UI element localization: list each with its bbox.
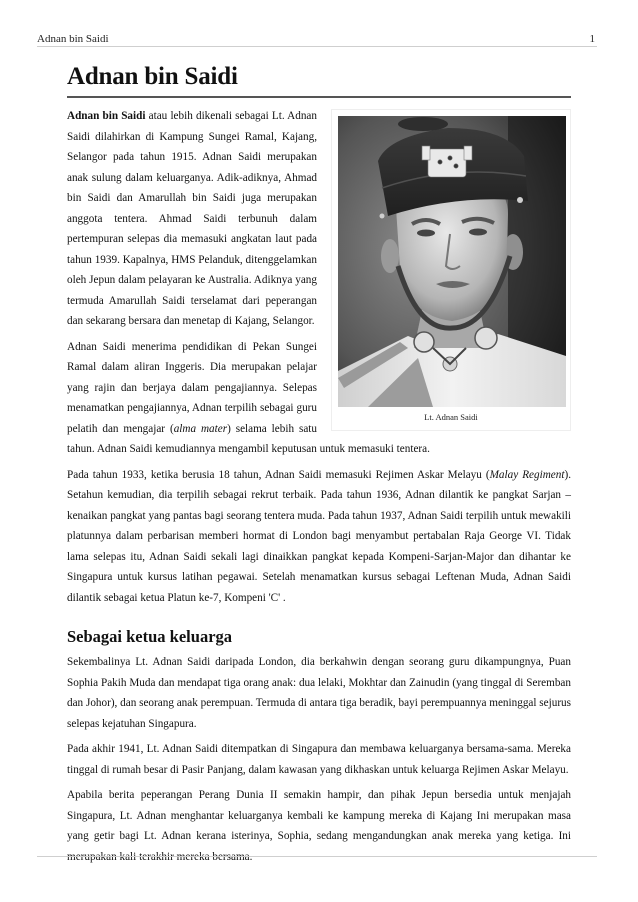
portrait-photo[interactable]	[338, 116, 566, 407]
italic-term: Malay Regiment	[489, 468, 565, 481]
footer-divider	[37, 856, 597, 857]
intro-paragraph-2: Adnan Saidi menerima pendidikan di Pekan Sungei Ramal dalam aliran Inggeris. Dia merupakan pelajar yang rajin dan berjaya dalam pengajiannya. Selepas menamatkan pengajiannya, Adnan terpilih sebagai guru pelatih dan mengajar (alma mater) selama lebih satu tahun. Adnan Saidi kemudiannya mengambil keputusan untuk memasuki tentera.	[67, 340, 430, 455]
intro-paragraph-3: Pada tahun 1933, ketika berusia 18 tahun, Adnan Saidi memasuki Rejimen Askar Melayu (Malay Regiment). Setahun kemudian, dia terpilih sebagai rekrut terbaik. Pada tahun 1936, Adnan dilantik ke pangkat Sarjan – kenaikan pangkat yang pantas bagi seorang tentera muda. Pada tahun 1937, Adnan Saidi terpilih untuk mewakili platunnya dalam perbarisan memberi hormat di London bagi menyambut pertabalan Raja George VI. Tidak lama selepas itu, Adnan Saidi sekali lagi dinaikkan pangkat kepada Kompeni-Sarjan-Major dan dihantar ke Singapura untuk kursus latihan pegawai. Setelah menamatkan kursus sebagai Leftenan Muda, Adnan Saidi dilantik sebagai ketua Platun ke-7, Kompeni 'C' .	[67, 468, 571, 604]
section-paragraph-3: Apabila berita peperangan Perang Dunia II semakin hampir, dan pihak Jepun bersedia untuk menjajah Singapura, Lt. Adnan menghantar keluarganya kembali ke kampung mereka di Kajang Ini merupakan masa yang getir bagi Lt. Adnan kerana isterinya, Sophia, sedang mengandungkan anak mereka yang ketiga. Ini merupakan kali terakhir mereka bersama.	[67, 789, 571, 863]
running-header	[37, 30, 597, 47]
portrait-figure	[331, 109, 571, 431]
italic-term: alma mater	[173, 422, 228, 435]
intro-paragraph-1: Adnan bin Saidi atau lebih dikenali sebagai Lt. Adnan Saidi dilahirkan di Kampung Sungei Ramal, Kajang, Selangor pada tahun 1915. Adnan Saidi merupakan anak sulung dalam keluarganya. Adik-adiknya, Ahmad bin Saidi dan Amarullah bin Saidi juga merupakan anggota tentera. Ahmad Saidi terbunuh dalam pertempuran selepas dia memasuki angkatan laut pada tahun 1939. Kapalnya, HMS Pelanduk, ditenggelamkan oleh Jepun dalam pelayaran ke Australia. Adiknya yang termuda Amarullah Saidi terselamat dari peperangan dan sekarang bersara dan menetap di Kajang, Selangor.	[67, 110, 317, 327]
cap-badge	[422, 146, 472, 177]
page-number: 1	[589, 33, 595, 45]
section-paragraph-1: Sekembalinya Lt. Adnan Saidi daripada London, dia berkahwin dengan seorang guru dikampungnya, Puan Sophia Pakih Muda dan mendapat tiga orang anak: dua lelaki, Mokhtar dan Zainudin (yang tinggal di Seremban dan Johor), dan seorang anak perempuan. Termuda di antara tiga beradik, bayi perempuannya meninggal sejurus selepas kejatuhan Singapura.	[67, 656, 571, 730]
section-paragraph-2: Pada akhir 1941, Lt. Adnan Saidi ditempatkan di Singapura dan membawa keluarganya bersama-sama. Mereka tinggal di rumah besar di Pasir Panjang, dalam kawasan yang dikhaskan untuk keluarga Rejimen Askar Melayu.	[67, 743, 571, 776]
subject-name-bold: Adnan bin Saidi	[67, 110, 146, 122]
figure-caption: Lt. Adnan Saidi	[424, 412, 478, 422]
page-title: Adnan bin Saidi	[67, 62, 571, 98]
running-header-title: Adnan bin Saidi	[37, 33, 109, 45]
section-heading: Sebagai ketua keluarga	[67, 627, 233, 646]
article-body	[67, 62, 571, 872]
